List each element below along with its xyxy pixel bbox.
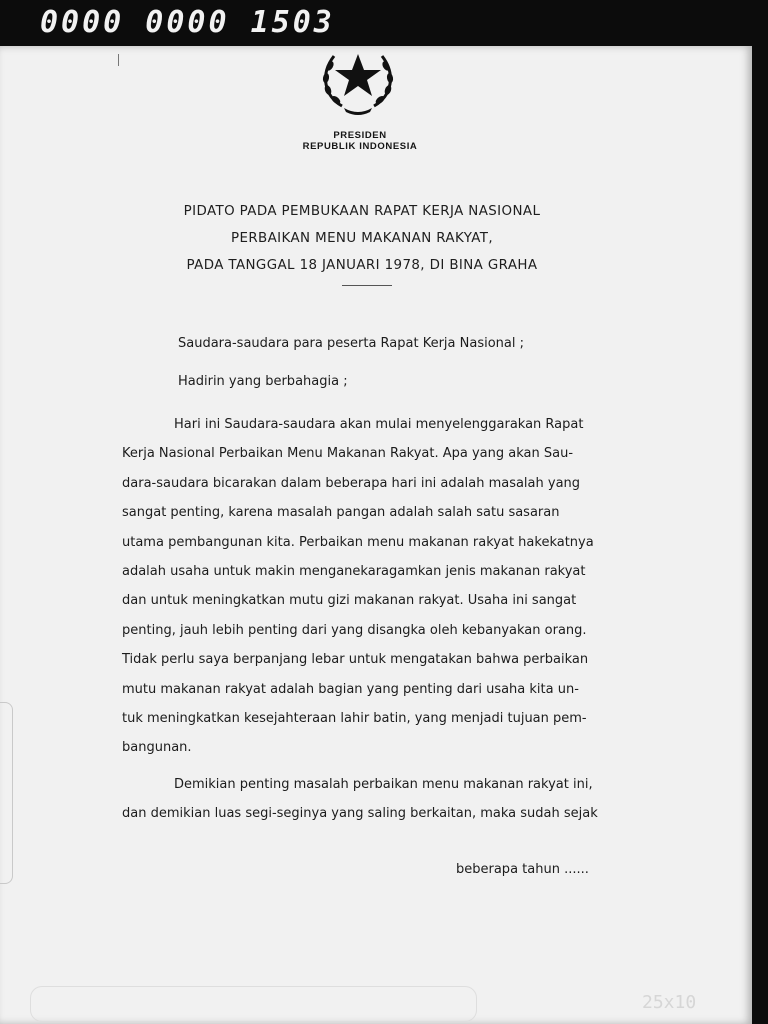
office-heading	[250, 130, 470, 152]
salutation-participants: Saudara-saudara para peserta Rapat Kerja Nasional ;	[178, 336, 524, 351]
page-bottom-shadow	[30, 986, 477, 1022]
paragraph-line: utama pembangunan kita. Perbaikan menu makanan rakyat hakekatnya	[122, 534, 594, 550]
speech-title	[140, 198, 584, 279]
paragraph-line: Demikian penting masalah perbaikan menu makanan rakyat ini,	[174, 777, 593, 792]
title-line-1: PIDATO PADA PEMBUKAAN RAPAT KERJA NASIONAL	[183, 204, 541, 219]
paragraph-1	[122, 410, 618, 763]
paragraph-line: dara-saudara bicarakan dalam beberapa hari ini adalah masalah yang	[122, 475, 581, 491]
paragraph-line: adalah usaha untuk makin menganekaragamkan jenis makanan rakyat	[122, 564, 586, 580]
salutation-audience: Hadirin yang berbahagia ;	[178, 374, 348, 389]
document-page	[0, 46, 752, 1024]
paragraph-2	[122, 770, 618, 829]
paragraph-line: Kerja Nasional Perbaikan Menu Makanan Rakyat. Apa yang akan Sau-	[122, 446, 574, 462]
film-reduction-stamp: 25x10	[642, 992, 697, 1013]
paragraph-line: dan untuk meningkatkan mutu gizi makanan rakyat. Usaha ini sangat	[122, 593, 577, 609]
office-line-2: REPUBLIK INDONESIA	[302, 141, 418, 152]
office-line-1: PRESIDEN	[333, 130, 387, 141]
presidential-emblem-icon	[314, 46, 402, 118]
page-mark	[118, 54, 119, 66]
paragraph-line: tuk meningkatkan kesejahteraan lahir batin, yang menjadi tujuan pem-	[122, 711, 587, 727]
paragraph-line: penting, jauh lebih penting dari yang disangka oleh kebanyakan orang.	[122, 622, 587, 638]
title-underline	[342, 285, 392, 286]
paragraph-line: Tidak perlu saya berpanjang lebar untuk mengatakan bahwa perbaikan	[122, 652, 589, 668]
paragraph-line: Hari ini Saudara-saudara akan mulai menyelenggarakan Rapat	[174, 417, 584, 432]
paragraph-line: bangunan.	[122, 740, 192, 756]
page-edge-mark	[0, 702, 13, 884]
title-line-3: PADA TANGGAL 18 JANUARI 1978, DI BINA GRAHA	[186, 258, 538, 273]
film-frame-counter: 0000 0000 1503	[40, 5, 335, 40]
page-continuation: beberapa tahun ......	[456, 862, 589, 877]
paragraph-line: dan demikian luas segi-seginya yang saling berkaitan, maka sudah sejak	[122, 806, 598, 822]
title-line-2: PERBAIKAN MENU MAKANAN RAKYAT,	[231, 231, 493, 246]
paragraph-line: sangat penting, karena masalah pangan adalah salah satu sasaran	[122, 505, 560, 521]
paragraph-line: mutu makanan rakyat adalah bagian yang penting dari usaha kita un-	[122, 681, 579, 697]
